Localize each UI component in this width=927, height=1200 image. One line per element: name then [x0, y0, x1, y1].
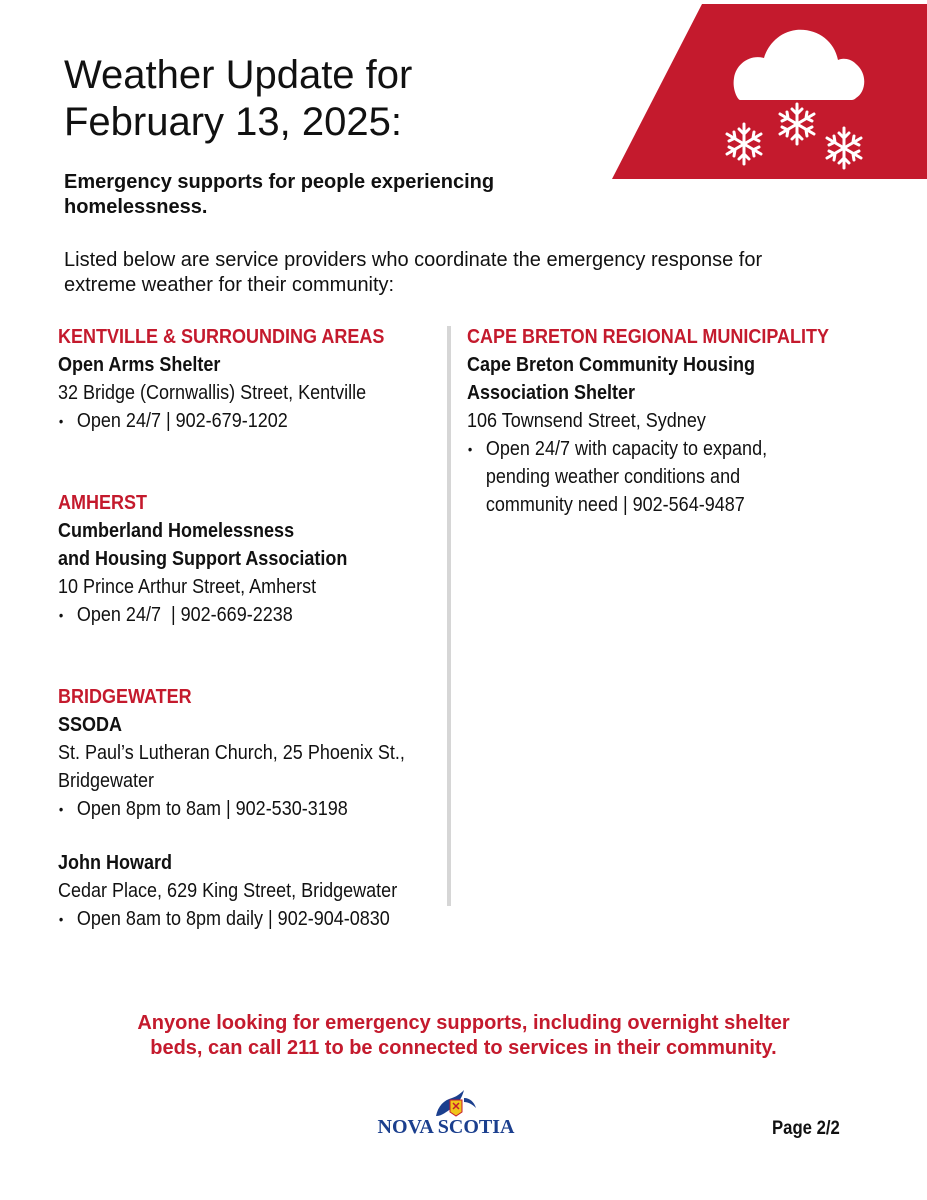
- intro-line-2: extreme weather for their community:: [64, 274, 395, 296]
- bullet-icon: •: [467, 441, 473, 457]
- right-column: [467, 323, 872, 519]
- address-ssoda-line-2: Bridgewater: [58, 770, 155, 792]
- page-number: Page 2/2: [772, 1118, 840, 1139]
- bullet-icon: •: [58, 607, 64, 623]
- intro-text: [64, 248, 884, 298]
- detail-text-ssoda: Open 8pm to 8am | 902-530-3198: [76, 798, 348, 820]
- region-heading-bridgewater: BRIDGEWATER: [58, 686, 192, 708]
- address-john-howard: Cedar Place, 629 King Street, Bridgewater: [58, 880, 398, 902]
- bullet-icon: •: [58, 801, 64, 817]
- subtitle-line-1: Emergency supports for people experiencing: [64, 171, 495, 193]
- detail-open-arms: [58, 407, 409, 435]
- column-divider: [447, 326, 451, 906]
- org-name-cumberland-line-1: Cumberland Homelessness: [58, 520, 295, 542]
- kentville-section: [58, 323, 409, 435]
- org-name-john-howard: John Howard: [58, 852, 173, 874]
- detail-ssoda: [58, 795, 409, 823]
- nova-scotia-logo: [366, 1090, 526, 1140]
- address-cbcha: 106 Townsend Street, Sydney: [467, 410, 706, 432]
- bridgewater-section: [58, 683, 409, 933]
- detail-cbcha: [467, 435, 872, 519]
- address-open-arms: 32 Bridge (Cornwallis) Street, Kentville: [58, 382, 367, 404]
- address-cumberland: 10 Prince Arthur Street, Amherst: [58, 576, 317, 598]
- amherst-section: [58, 489, 409, 629]
- callout-line-2: beds, can call 211 to be connected to services in their community.: [150, 1037, 777, 1059]
- cape-breton-section: [467, 323, 872, 519]
- bullet-icon: •: [58, 413, 64, 429]
- detail-text-cbcha-line-3: community need | 902-564-9487: [485, 494, 745, 516]
- detail-text-cbcha-line-2: pending weather conditions and: [485, 466, 741, 488]
- title-line-1: Weather Update for: [64, 53, 413, 97]
- detail-cumberland: [58, 601, 409, 629]
- bullet-icon: •: [58, 911, 64, 927]
- logo-wordmark: NOVA SCOTIA: [377, 1116, 515, 1138]
- subtitle-line-2: homelessness.: [64, 196, 208, 218]
- detail-john-howard: [58, 905, 409, 933]
- page-title: [64, 52, 412, 146]
- callout-line-1: Anyone looking for emergency supports, including overnight shelter: [137, 1012, 790, 1034]
- org-name-cbcha-line-2: Association Shelter: [467, 382, 636, 404]
- title-line-2: February 13, 2025:: [64, 100, 402, 144]
- org-name-cbcha-line-1: Cape Breton Community Housing: [467, 354, 756, 376]
- weather-banner: [612, 4, 927, 179]
- left-column: [58, 323, 409, 933]
- call-211-callout: [40, 1011, 887, 1061]
- detail-text-cbcha-line-1: Open 24/7 with capacity to expand,: [485, 438, 768, 460]
- region-heading-cape-breton: CAPE BRETON REGIONAL MUNICIPALITY: [467, 326, 830, 348]
- region-heading-amherst: AMHERST: [58, 492, 148, 514]
- org-name-ssoda: SSODA: [58, 714, 123, 736]
- subtitle: [64, 170, 604, 220]
- detail-text-cumberland: Open 24/7 | 902-669-2238: [76, 604, 293, 626]
- address-ssoda-line-1: St. Paul’s Lutheran Church, 25 Phoenix St.,: [58, 742, 405, 764]
- detail-text-john-howard: Open 8am to 8pm daily | 902-904-0830: [76, 908, 390, 930]
- org-name-cumberland-line-2: and Housing Support Association: [58, 548, 348, 570]
- org-name-open-arms: Open Arms Shelter: [58, 354, 221, 376]
- intro-line-1: Listed below are service providers who coordinate the emergency response for: [64, 249, 763, 271]
- detail-text-open-arms: Open 24/7 | 902-679-1202: [76, 410, 288, 432]
- region-heading-kentville: KENTVILLE & SURROUNDING AREAS: [58, 326, 385, 348]
